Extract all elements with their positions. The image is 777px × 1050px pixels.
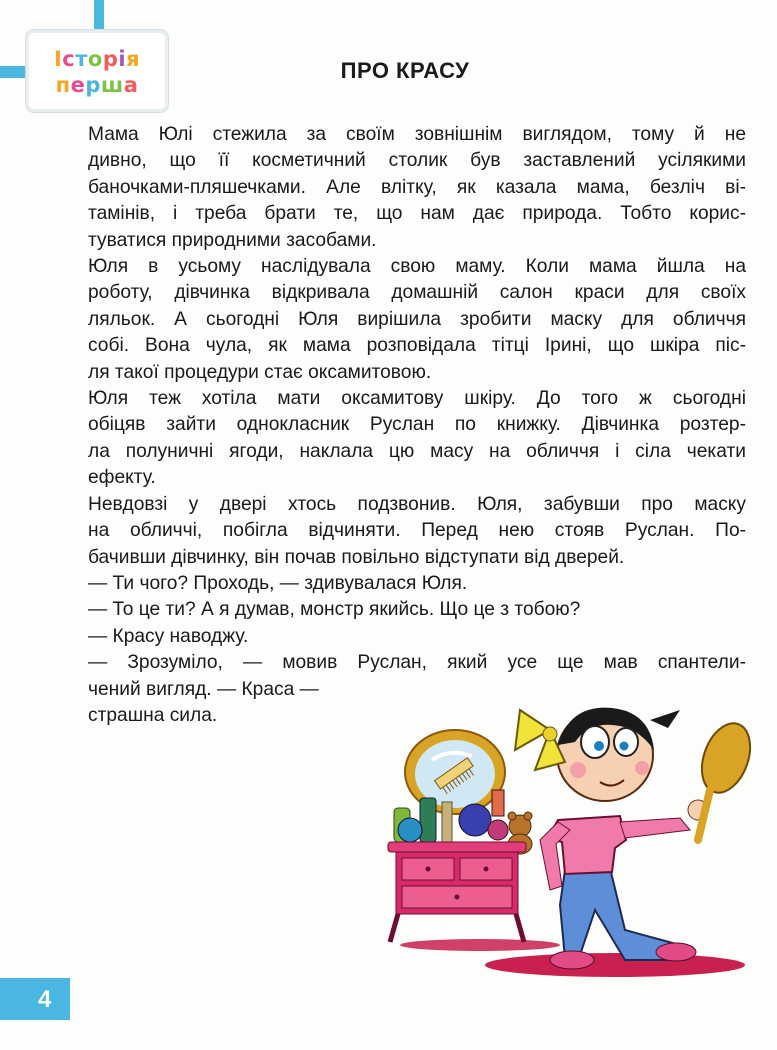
badge-letter: а [123,73,139,97]
vanity-table [388,842,526,942]
story-text [56,122,746,729]
paragraph [56,492,746,571]
text-line: страшна сила. [88,704,218,726]
paragraph [56,386,746,492]
text-line: ляльок. А сьогодні Юля вирішила зробити маску для обличчя [88,308,746,330]
paragraph [56,254,746,386]
badge-letter: я [126,47,141,71]
text-line: Юля теж хотіла мати оксамитову шкіру. До того ж сьогодні [88,388,746,410]
paragraph [56,122,746,254]
text-line: дивно, що її косметичний столик був заставлений усілякими [88,150,746,172]
floor-shadow [485,953,745,977]
dialogue-line [56,624,746,650]
text-line: — То це ти? А я думав, монстр якийсь. Що це з тобою? [88,599,581,621]
girl-with-mirror-illustration [380,690,760,990]
dialogue-line [56,597,746,623]
page-title: ПРО КРАСУ [340,58,470,83]
badge-letter: е [70,73,86,97]
text-line: Юля в усьому наслідувала свою маму. Коли мама йшла на [88,256,746,278]
text-line: роботу, дівчинка відкривала домашній салон краси для своїх [88,282,746,304]
story-badge [26,30,168,112]
text-line: собі. Вона чула, як мама розповідала тітці Ірині, що шкіра піс- [88,335,746,357]
text-line: Невдовзі у двері хтось подзвонив. Юля, забувши про маску [88,493,746,515]
page-number: 4 [38,986,52,1013]
badge-letter: п [55,73,71,97]
text-line: — Красу наводжу. [88,625,249,647]
floor-shadow [400,939,560,951]
badge-letter: І [53,47,63,71]
girl-character [515,708,759,969]
text-line: тамінів, і треба брати те, що нам дає природа. Тобто корис- [88,203,746,225]
text-line: Мама Юлі стежила за своїм зовнішнім виглядом, тому й не [88,124,746,145]
text-line: чений вигляд. — Краса — [88,678,319,700]
text-line: на обличчі, побігла відчиняти. Перед нею стояв Руслан. По- [88,520,746,542]
badge-letter: с [62,47,76,71]
badge-line-2 [29,73,165,97]
text-line: ля такої процедури стає оксамитовою. [88,361,432,383]
badge-letter: т [75,47,88,71]
badge-letter: ш [100,73,124,97]
text-line: ефекту. [88,467,156,489]
text-line: обіцяв зайти однокласник Руслан по книжку. Дівчинка розтер- [88,414,746,436]
badge-letter: р [85,73,101,97]
text-line: — Зрозуміло, — мовив Руслан, який усе ще мав спантели- [88,652,746,674]
text-line: туватися природними засобами. [88,229,377,251]
text-line: ла полуничні ягоди, наклала цю масу на обличчя і сіла чекати [88,440,746,462]
badge-line-1 [29,47,165,71]
page-number-tab [0,978,70,1020]
text-line: баночками-пляшечками. Але влітку, як казала мама, безліч ві- [88,176,746,198]
badge-letter: р [102,47,119,71]
text-line: бачивши дівчинку, він почав повільно відступати від дверей. [88,546,625,568]
hand-mirror-icon [693,717,759,840]
badge-letter: і [118,47,127,71]
hair-bow-icon [515,710,565,770]
badge-letter: о [87,47,103,71]
text-line: — Ти чого? Проходь, — здивувалася Юля. [88,572,468,594]
dialogue-line [56,571,746,597]
